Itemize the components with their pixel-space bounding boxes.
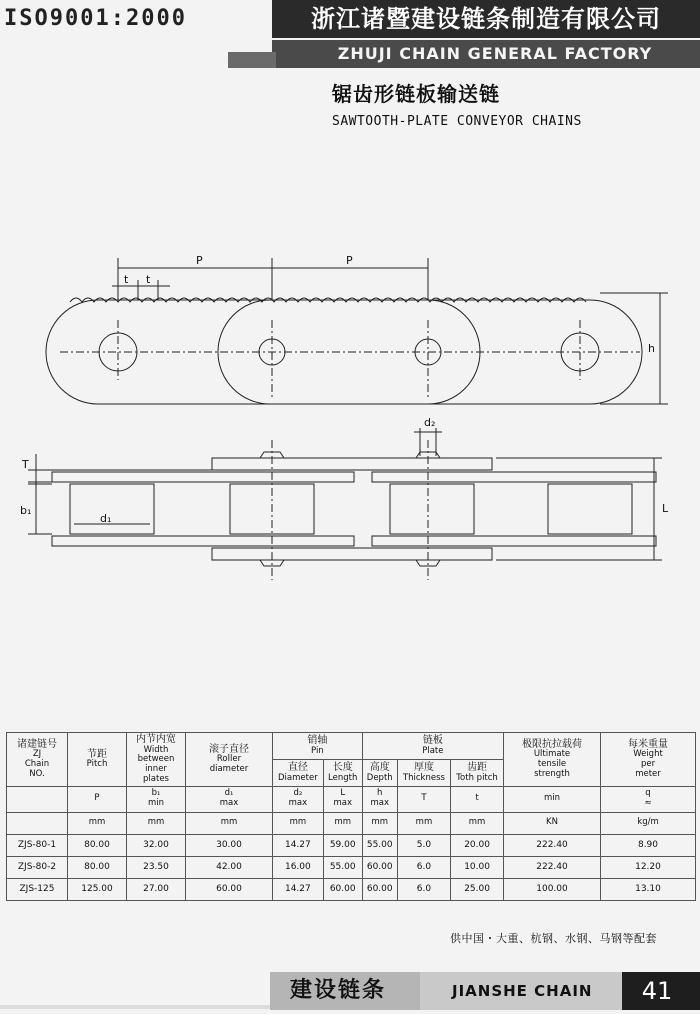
table-cell: 10.00 (451, 856, 504, 878)
unit-pitch: mm (68, 812, 127, 834)
chain-side-view (52, 440, 656, 580)
table-cell: 222.40 (504, 834, 601, 856)
table-row (7, 834, 696, 856)
unit-tensile: KN (504, 812, 601, 834)
sym-pin-dia: d₂ max (273, 786, 324, 812)
table-cell: 30.00 (186, 834, 273, 856)
table-cell: 20.00 (451, 834, 504, 856)
table-cell: 6.0 (397, 856, 450, 878)
label-pitch-2: P (346, 254, 353, 267)
table-cell: 42.00 (186, 856, 273, 878)
table-cell: 80.00 (68, 834, 127, 856)
unit-width: mm (127, 812, 186, 834)
sym-width: b₁ min (127, 786, 186, 812)
table-row (7, 856, 696, 878)
col-pin-dia-header: 直径 Diameter (273, 759, 324, 786)
unit-depth: mm (362, 812, 397, 834)
unit-tooth: mm (451, 812, 504, 834)
col-pitch-header: 节距 Pitch (68, 733, 127, 787)
table-cell: 222.40 (504, 856, 601, 878)
table-cell: 125.00 (68, 878, 127, 900)
footer-brand-en: JIANSHE CHAIN (452, 982, 593, 1000)
sym-chain (7, 786, 68, 812)
unit-roller: mm (186, 812, 273, 834)
table-cell: 60.00 (186, 878, 273, 900)
unit-weight: kg/m (601, 812, 696, 834)
label-pitch-1: P (196, 254, 203, 267)
table-cell: 12.20 (601, 856, 696, 878)
col-tensile-header: 极限抗拉载荷 Ultimate tensile strength (504, 733, 601, 787)
table-row (7, 878, 696, 900)
col-depth-header: 高度 Depth (362, 759, 397, 786)
table-cell: 13.10 (601, 878, 696, 900)
sym-tensile: min (504, 786, 601, 812)
table-cell: ZJS-125 (7, 878, 68, 900)
table-cell: 23.50 (127, 856, 186, 878)
sym-pitch: P (68, 786, 127, 812)
table-cell: ZJS-80-1 (7, 834, 68, 856)
table-cell: 27.00 (127, 878, 186, 900)
label-tooth-2: t (146, 273, 151, 286)
footer-brand-cn: 建设链条 (290, 978, 387, 1003)
label-L: L (662, 502, 669, 515)
unit-chain (7, 812, 68, 834)
col-plate-header: 链板 Plate (362, 733, 503, 760)
sym-weight: q ≈ (601, 786, 696, 812)
col-tooth-header: 齿距 Toth pitch (451, 759, 504, 786)
sym-depth: h max (362, 786, 397, 812)
table-cell: 14.27 (273, 878, 324, 900)
col-pin-len-header: 长度 Length (323, 759, 362, 786)
table-cell: 32.00 (127, 834, 186, 856)
label-T: T (22, 458, 29, 471)
header-grey-block (228, 52, 276, 68)
spec-table (6, 732, 696, 901)
unit-pin-len: mm (323, 812, 362, 834)
label-d1: d₁ (100, 512, 112, 525)
table-cell: 80.00 (68, 856, 127, 878)
table-cell: 16.00 (273, 856, 324, 878)
table-cell: ZJS-80-2 (7, 856, 68, 878)
col-width-header: 内节内宽 Width between inner plates (127, 733, 186, 787)
table-cell: 60.00 (362, 878, 397, 900)
label-height: h (648, 342, 655, 355)
label-d2: d₂ (424, 416, 436, 429)
label-tooth-1: t (124, 273, 129, 286)
company-name-en: ZHUJI CHAIN GENERAL FACTORY (337, 44, 653, 63)
label-b1: b₁ (20, 504, 32, 517)
table-cell: 59.00 (323, 834, 362, 856)
col-thick-header: 厚度 Thickness (397, 759, 450, 786)
table-cell: 6.0 (397, 878, 450, 900)
col-chain-no-header: 诸建链号 ZJ Chain NO. (7, 733, 68, 787)
table-cell: 55.00 (362, 834, 397, 856)
table-cell: 25.00 (451, 878, 504, 900)
company-name-cn: 浙江诸暨建设链条制造有限公司 (272, 0, 700, 38)
table-body (7, 834, 696, 900)
sym-roller: d₁ max (186, 786, 273, 812)
sym-thick: T (397, 786, 450, 812)
page-title-cn: 锯齿形链板输送链 (332, 82, 500, 106)
sym-tooth: t (451, 786, 504, 812)
table-cell: 8.90 (601, 834, 696, 856)
table-cell: 55.00 (323, 856, 362, 878)
footer-rule (0, 1005, 270, 1009)
table-cell: 5.0 (397, 834, 450, 856)
table-cell: 14.27 (273, 834, 324, 856)
unit-thick: mm (397, 812, 450, 834)
unit-pin-dia: mm (273, 812, 324, 834)
chain-drawing (0, 140, 700, 740)
table-cell: 100.00 (504, 878, 601, 900)
sym-pin-len: L max (323, 786, 362, 812)
table-cell: 60.00 (323, 878, 362, 900)
col-roller-header: 滚子直径 Roller diameter (186, 733, 273, 787)
supplier-note: 供中国・大重、杭钢、水钢、马钢等配套 (450, 932, 657, 945)
col-weight-header: 每米重量 Weight per meter (601, 733, 696, 787)
page-title-en: SAWTOOTH-PLATE CONVEYOR CHAINS (332, 114, 582, 129)
table-cell: 60.00 (362, 856, 397, 878)
page-number: 41 (641, 977, 673, 1005)
iso-cert: ISO9001:2000 (0, 0, 276, 38)
col-pin-header: 销轴 Pin (273, 733, 363, 760)
